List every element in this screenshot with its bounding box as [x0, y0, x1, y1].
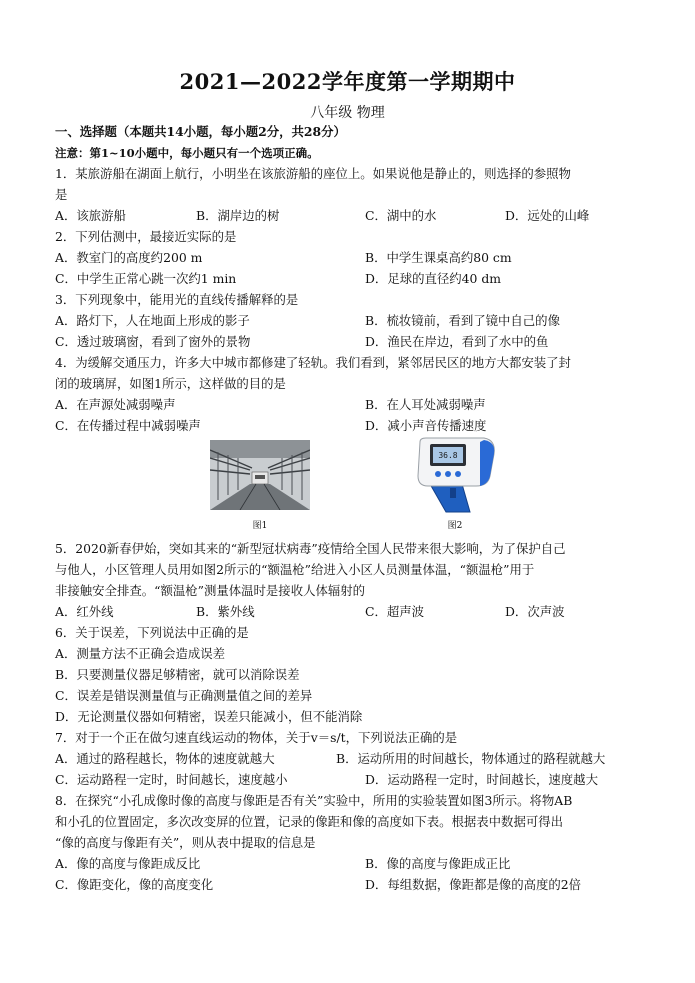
section-note: 注意：第1~10小题中，每小题只有一个选项正确。 — [55, 146, 319, 160]
q1-option-c: C．湖中的水 — [365, 208, 437, 223]
q5-stem-line1: 5．2020新春伊始，突如其来的“新型冠状病毒”疫情给全国人民带来很大影响，为了保护自己 — [55, 541, 566, 556]
thermometer-display-text: 36.8 — [438, 451, 458, 460]
q1-option-a: A．该旅游船 — [55, 208, 126, 223]
q6-option-c: C．误差是错误测量值与正确测量值之间的差异 — [55, 688, 313, 703]
q8-option-a: A．像的高度与像距成反比 — [55, 856, 201, 871]
q3-option-c: C．透过玻璃窗，看到了窗外的景物 — [55, 334, 251, 349]
q7-option-a: A．通过的路程越长，物体的速度就越大 — [55, 751, 275, 766]
q7-option-c: C．运动路程一定时，时间越长，速度越小 — [55, 772, 288, 787]
exam-title: 2021—2022学年度第一学期期中 — [179, 69, 516, 94]
exam-subtitle: 八年级 物理 — [310, 105, 385, 121]
q1-option-d: D．远处的山峰 — [505, 208, 590, 223]
q3-option-b: B．梳妆镜前，看到了镜中自己的像 — [365, 313, 560, 328]
q8-option-c: C．像距变化，像的高度变化 — [55, 877, 214, 892]
q2-option-c: C．中学生正常心跳一次约1 min — [55, 271, 237, 286]
q4-option-d: D．减小声音传播速度 — [365, 418, 487, 433]
q4-stem-line1: 4．为缓解交通压力，许多大中城市都修建了轻轨。我们看到，紧邻居民区的地方大都安装了封 — [55, 355, 571, 370]
q8-option-d: D．每组数据，像距都是像的高度的2倍 — [365, 877, 582, 892]
q1-stem-line1: 1．某旅游船在湖面上航行，小明坐在该旅游船的座位上。如果说他是静止的，则选择的参照物 — [55, 166, 571, 181]
q6-option-a: A．测量方法不正确会造成误差 — [55, 646, 226, 661]
q8-stem-line2: 和小孔的位置固定，多次改变屏的位置，记录的像距和像的高度如下表。根据表中数据可得出 — [55, 814, 564, 829]
q3-stem: 3．下列现象中，能用光的直线传播解释的是 — [55, 292, 299, 307]
q7-stem: 7．对于一个正在做匀速直线运动的物体，关于v＝s/t，下列说法正确的是 — [55, 730, 458, 745]
q2-option-d: D．足球的直径约40 dm — [365, 271, 502, 286]
q3-option-a: A．路灯下，人在地面上形成的影子 — [55, 313, 250, 328]
section-heading: 一、选择题（本题共14小题，每小题2分，共28分） — [55, 124, 346, 139]
q6-option-b: B．只要测量仪器足够精密，就可以消除误差 — [55, 667, 300, 682]
q4-option-b: B．在人耳处减弱噪声 — [365, 397, 486, 412]
q7-option-d: D．运动路程一定时，时间越长，速度越大 — [365, 772, 598, 787]
q5-option-c: C．超声波 — [365, 604, 425, 619]
q4-stem-line2: 闭的玻璃屏，如图1所示，这样做的目的是 — [55, 376, 286, 391]
q8-stem-line3: “像的高度与像距有关”，则从表中提取的信息是 — [55, 835, 316, 850]
q5-option-b: B．紫外线 — [196, 604, 255, 619]
q1-stem-line2: 是 — [55, 187, 68, 202]
q6-option-d: D．无论测量仪器如何精密，误差只能减小，但不能消除 — [55, 709, 363, 724]
q2-stem: 2．下列估测中，最接近实际的是 — [55, 229, 237, 244]
q7-option-b: B．运动所用的时间越长，物体通过的路程就越大 — [336, 751, 606, 766]
q8-stem-line1: 8．在探究“小孔成像时像的高度与像距是否有关”实验中，所用的实验装置如图3所示。将物AB — [55, 793, 573, 808]
q2-option-b: B．中学生课桌高约80 cm — [365, 250, 512, 265]
q3-option-d: D．渔民在岸边，看到了水中的鱼 — [365, 334, 549, 349]
q4-option-c: C．在传播过程中减弱噪声 — [55, 418, 201, 433]
q5-option-a: A．红外线 — [55, 604, 114, 619]
q2-option-a: A．教室门的高度约200 m — [55, 250, 203, 265]
figure-2-caption: 图2 — [447, 521, 463, 531]
q1-option-b: B．湖岸边的树 — [196, 208, 280, 223]
q6-stem: 6．关于误差，下列说法中正确的是 — [55, 625, 249, 640]
q4-option-a: A．在声源处减弱噪声 — [55, 397, 176, 412]
q5-stem-line2: 与他人，小区管理人员用如图2所示的“额温枪”给进入小区人员测量体温，“额温枪”用于 — [55, 562, 535, 577]
figure-1-light-rail-image — [210, 440, 310, 510]
q5-stem-line3: 非接触安全排查。“额温枪”测量体温时是接收人体辐射的 — [55, 583, 366, 598]
figure-1-caption: 图1 — [252, 521, 268, 531]
q5-option-d: D．次声波 — [505, 604, 565, 619]
q8-option-b: B．像的高度与像距成正比 — [365, 856, 511, 871]
figure-2-thermometer-gun-image — [410, 436, 500, 514]
